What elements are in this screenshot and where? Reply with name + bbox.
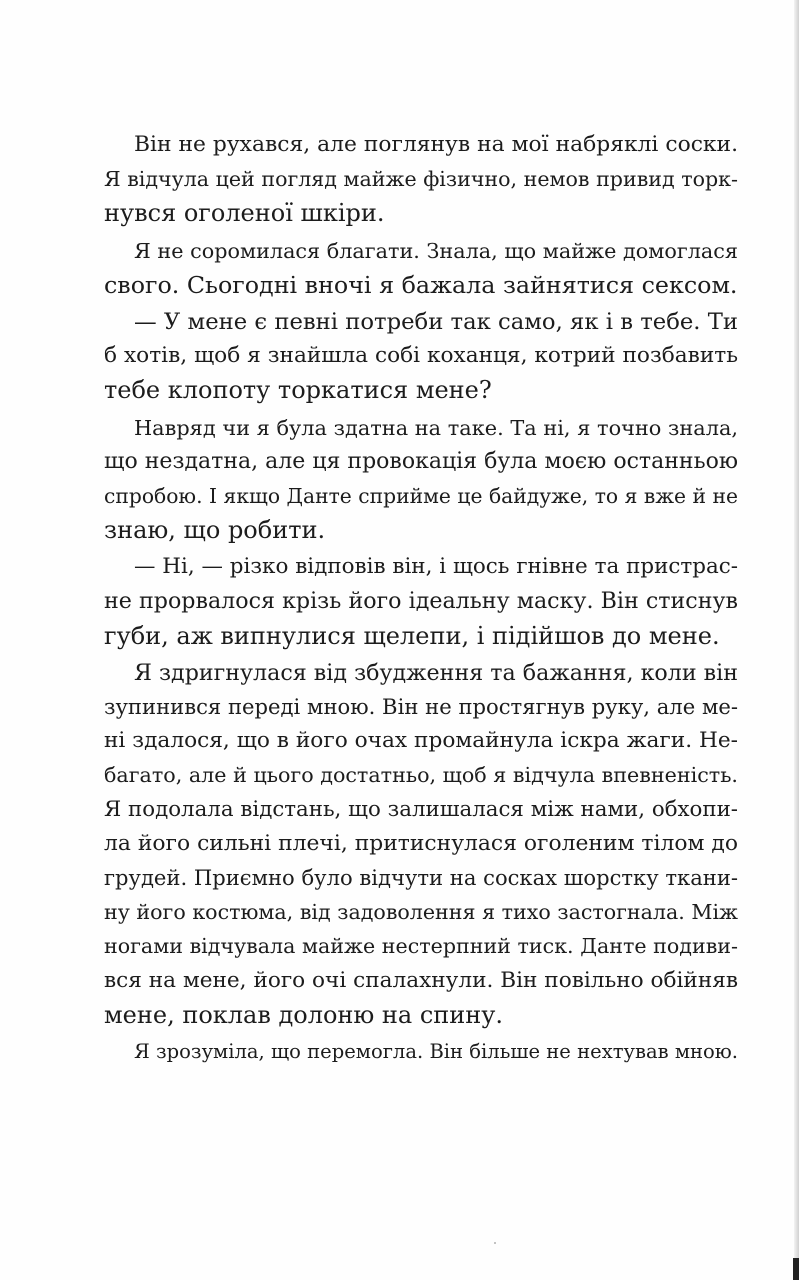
text-line: Він не рухався, але поглянув на мої набряклі соски. (134, 132, 738, 157)
text-line: спробою. І якщо Данте сприйме це байдуже, то я вже й не (104, 483, 738, 508)
paragraph-7 (104, 1035, 738, 1069)
text-line: що нездатна, але ця провокація була моєю останньою (104, 448, 738, 474)
text-line: ну його костюма, від задоволення я тихо застогнала. Між (104, 900, 738, 925)
text-line: багато, але й цього достатньо, щоб я відчула впевненість. (104, 763, 738, 788)
text-line: не прорвалося крізь його ідеальну маску. Він стиснув (104, 588, 738, 615)
text-line: губи, аж випнулися щелепи, і підійшов до мене. (104, 621, 720, 650)
text-line: нувся оголеної шкіри. (104, 199, 385, 228)
text-line: Я зрозуміла, що перемогла. Він більше не нехтував мною. (134, 1039, 738, 1063)
page-edge-shadow (794, 0, 799, 1280)
scan-corner-mark (793, 1258, 799, 1280)
text-line: ногами відчувала майже нестерпний тиск. Данте подиви- (104, 934, 738, 959)
page-text (104, 128, 738, 1072)
text-line: Я здригнулася від збудження та бажання, коли він (134, 659, 738, 686)
text-line: грудей. Приємно було відчути на сосках шорстку ткани- (104, 864, 738, 890)
text-line: б хотів, щоб я знайшла собі коханця, котрий позбавить (104, 343, 738, 369)
paragraph-4 (104, 411, 738, 548)
text-line: знаю, що робити. (104, 516, 326, 545)
paragraph-6 (104, 656, 738, 1032)
text-line: ні здалося, що в його очах промайнула іскра жаги. Не- (104, 728, 738, 754)
text-line: вся на мене, його очі спалахнули. Він повільно обійняв (104, 967, 738, 993)
text-line: свого. Сьогодні вночі я бажала зайнятися сексом. (104, 270, 738, 299)
paragraph-2 (104, 234, 738, 302)
text-line: тебе клопоту торкатися мене? (104, 376, 492, 405)
text-line: мене, поклав долоню на спину. (104, 1000, 504, 1029)
text-line: Навряд чи я була здатна на таке. Та ні, я точно знала, (134, 415, 738, 440)
text-line: — Ні, — різко відповів він, і щось гнівне та пристрас- (134, 554, 738, 580)
paragraph-3 (104, 305, 738, 408)
text-line: Я не соромилася благати. Знала, що майже домоглася (134, 238, 738, 263)
paragraph-5 (104, 550, 738, 653)
text-line: ла його сильні плечі, притиснулася оголеним тілом до (104, 830, 738, 856)
text-line: Я відчула цей погляд майже фізично, немов привид торк- (104, 167, 738, 192)
text-line: — У мене є певні потреби так само, як і в тебе. Ти (134, 308, 738, 335)
text-line: Я подолала відстань, що залишалася між нами, обхопи- (104, 796, 738, 822)
paper-speck (494, 1242, 496, 1244)
text-line: зупинився переді мною. Він не простягнув руку, але ме- (104, 694, 738, 719)
paragraph-1 (104, 128, 738, 231)
